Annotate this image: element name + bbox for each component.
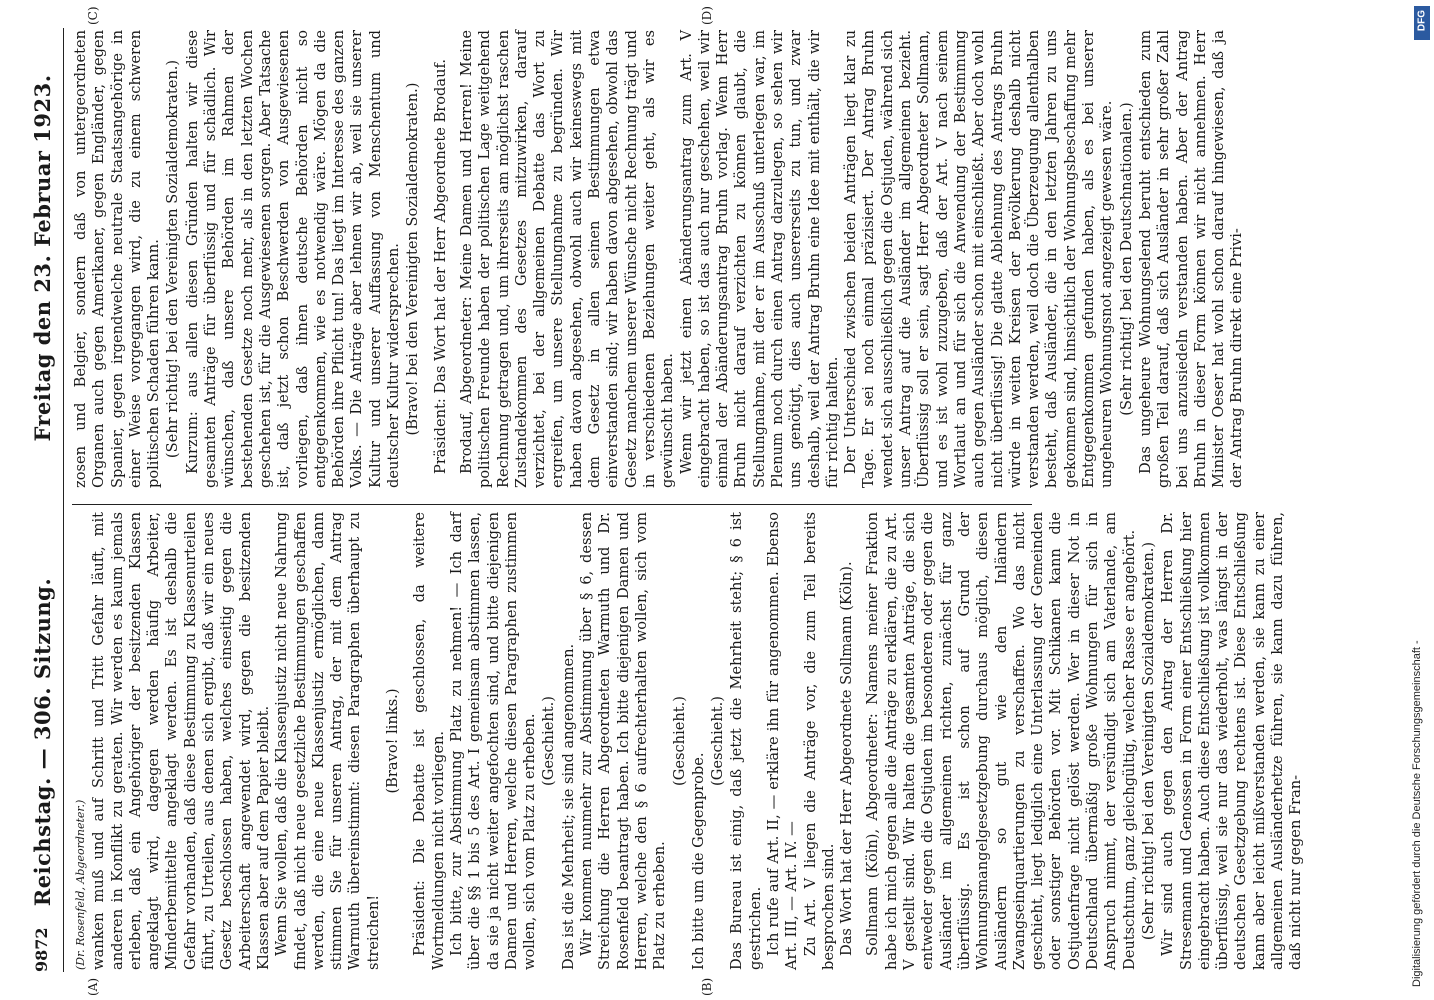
interjection: (Sehr richtig! bei den Vereinigten Sozialdemokraten.) xyxy=(164,59,182,459)
paragraph: Wenn wir jetzt einen Abänderungsantrag zum Art. V eingebracht haben, so ist das auch nur geschehen, weil wir einmal der Abänderungsantrag Bruhn vorlag. Wenn Herr Bruhn nicht darauf verzichten zu können glaubt, die Stellungnahme, mit der er im Ausschuß unterlegen war, im Plenum noch durch einen Antrag darzulegen, so sehen wir uns genötigt, dies auch unsererseits zu tun, und zwar deshalb, weil der Antrag Bruhn eine Idee mit enthält, die wir für richtig halten. xyxy=(677,30,841,488)
text-column-left xyxy=(72,512,1305,970)
page-number: 9872 xyxy=(32,927,51,972)
speaker-continuation: (Dr. Rosenfeld, Abgeordneter.) xyxy=(74,799,87,970)
interjection: (Geschieht.) xyxy=(670,696,688,786)
paragraph: Der Unterschied zwischen beiden Anträgen liegt klar zu Tage. Er sei noch einmal präzisiert. Der Antrag Bruhn wendet sich ausschließlich gegen die Ostjuden, während sich unser Antrag auf die Ausländer im allgemeinen bezieht. Überflüssig soll er sein, sagt Herr Abgeordneter Sollmann, und es ist wohl zuzugeben, daß der Art. V nach seinem Wortlaut an und für sich die Anwendung der Bestimmung auch gegen Ausländer schon mit einschließt. Aber doch wohl nicht überflüssig! Die glatte Ablehnung des Antrags Bruhn würde in weiten Kreisen der Bevölkerung deshalb nicht verstanden werden, weil doch die Überzeugung allenthalben besteht, daß Ausländer, die in den letzten Jahren zu uns gekommen sind, hinsichtlich der Wohnungsbeschaffung mehr Entgegenkommen gefunden haben, als es bei unserer ungeheuren Wohnungsnot angezeigt gewesen wäre. xyxy=(842,30,1116,488)
interjection: (Bravo! links.) xyxy=(384,688,402,794)
dfg-logo-text: DFG xyxy=(1416,9,1428,32)
margin-marker-d: (D) xyxy=(700,6,714,25)
paragraph: Präsident: Das Wort hat der Herr Abgeordnete Brodauf. xyxy=(431,59,449,474)
paragraph: Ich bitte um die Gegenprobe. xyxy=(689,752,707,970)
left-header xyxy=(24,512,58,972)
paragraph: Das ungeheure Wohnungselend beruht entschieden zum großen Teil darauf, daß sich Ausländer in sehr großer Zahl bei uns anzusiedeln verstanden haben. Aber der Antrag Bruhn in dieser Form können wir nicht annehmen. Herr Minister Oeser hat wohl schon darauf hingewiesen, daß ja der Antrag Bruhn direkt eine Privi- xyxy=(1136,30,1246,488)
digitization-credit xyxy=(1395,0,1429,1000)
credit-text: Digitalisierung gefördert durch die Deutsche Forschungsgemeinschaft - xyxy=(1411,640,1423,987)
right-header xyxy=(24,28,58,488)
dfg-logo xyxy=(1414,6,1430,40)
paragraph: Brodauf, Abgeordneter: Meine Damen und Herren! Meine politischen Freunde haben der politischen Lage weitgehend Rechnung getragen und, um ihrerseits am möglichst raschen Zustandekommen des Gesetzes mitzuwirken, darauf verzichtet, bei der allgemeinen Debatte das Wort zu ergreifen, um unsere Stellungnahme zu begründen. Wir haben davon abgesehen, obwohl auch wir keineswegs mit dem Gesetz in allen seinen Bestimmungen etwa einverstanden sind; wir haben davon abgesehen, obwohl das Gesetz manchem unserer Wünsche nicht Rechnung trägt und in verschiedenen Beziehungen weiter geht, als wir es gewünscht haben. xyxy=(457,30,677,488)
paragraph: Zu Art. V liegen die Anträge vor, die zum Teil bereits besprochen sind. xyxy=(801,512,837,970)
interjection: (Sehr richtig! bei den Vereinigten Sozialdemokraten.) xyxy=(1139,541,1157,941)
column-divider xyxy=(72,504,1032,505)
paragraph: zosen und Belgier, sondern daß von untergeordneten Organen auch gegen Amerikaner, gegen Engländer, gegen Spanier, gegen irgendwelche neutrale Staatsangehörige in einer Weise vorgegangen wird, die zu einem schweren politischen Schaden führen kann. xyxy=(72,30,163,488)
paragraph: wanken muß und auf Schritt und Tritt Gefahr läuft, mit anderen in Konflikt zu geraten. Wir werden es kaum jemals erleben, daß ein Angehöriger der besitzenden Klassen angeklagt wird, dagegen werden häufig Arbeiter, Minderbemittelte angeklagt werden. Es ist deshalb die Gefahr vorhanden, daß diese Bestimmung zu Klassenurteilen führt, zu Urteilen, aus denen sich ergibt, daß wir ein neues Gesetz beschlossen haben, welches einseitig gegen die Arbeiterschaft angewendet wird, gegen die besitzenden Klassen aber auf dem Papier bleibt. xyxy=(90,512,272,970)
paragraph: Präsident: Die Debatte ist geschlossen, da weitere Wortmeldungen nicht vorliegen. xyxy=(411,512,447,970)
paragraph: Das Wort hat der Herr Abgeordnete Sollmann (Köln). xyxy=(838,561,856,956)
paragraph: Wir sind auch gegen den Antrag der Herren Dr. Stresemann und Genossen in Form einer Entschließung hier eingebracht haben. Auch diese Entschließung ist vollkommen überflüssig, weil sie nur das wiederholt, was längst in der deutschen Gesetzgebung rechtens ist. Diese Entschließung kann aber leicht mißverstanden werden, sie kann zu einer allgemeinen Ausländerhetze führen, sie kann dazu führen, daß nicht nur gegen Fran- xyxy=(1159,512,1305,970)
paragraph: Wir kommen nunmehr zur Abstimmung über § 6, dessen Streichung die Herren Abgeordneten Warmuth und Dr. Rosenfeld beantragt haben. Ich bitte diejenigen Damen und Herren, welche den § 6 aufrechterhalten wollen, sich vom Platz zu erheben. xyxy=(578,512,669,970)
interjection: (Sehr richtig! bei den Deutschnationalen.) xyxy=(1117,102,1135,416)
paragraph: Sollmann (Köln), Abgeordneter: Namens meiner Fraktion habe ich mich gegen alle die Anträge zu erklären, die zu Art. V gestellt sind. Wir halten die gesamten Anträge, die sich entweder gegen die Ostjuden im besonderen oder gegen die Ausländer im allgemeinen richten, zunächst für ganz überflüssig. Es ist schon auf Grund der Wohnungsmangelgesetzgebung durchaus möglich, diesen Ausländern so gut wie den Inländern Zwangseinquartierungen zu verschaffen. Wo das nicht geschieht, liegt lediglich eine Unterlassung der Gemeinden oder sonstiger Behörden vor. Mit Schikanen kann die Ostjudenfrage nicht gelöst werden. Wer in dieser Not in Deutschland übermäßig große Wohnungen für sich in Anspruch nimmt, der versündigt sich am Vaterlande, am Deutschtum, ganz gleichgültig, welcher Rasse er angehört. xyxy=(864,512,1138,970)
margin-marker-a: (A) xyxy=(86,977,100,996)
interjection: (Geschieht.) xyxy=(540,696,558,786)
margin-marker-c: (C) xyxy=(86,6,100,25)
interjection: (Bravo! bei den Vereinigten Sozialdemokraten.) xyxy=(404,82,422,436)
paragraph: Ich bitte, zur Abstimmung Platz zu nehmen! — Ich darf über die §§ 1 bis 5 des Art. I gemeinsam abstimmen lassen, da sie ja nicht weiter angefochten sind, und bitte diejenigen Damen und Herren, welche diesen Paragraphen zustimmen wollen, sich vom Platz zu erheben. xyxy=(447,512,539,970)
paragraph: Wenn Sie wollen, daß die Klassenjustiz nicht neue Nahrung findet, daß nicht neue gesetzliche Bestimmungen geschaffen werden, die eine neue Klassenjustiz ermöglichen, dann stimmen Sie für unseren Antrag, der mit dem Antrag Warmuth übereinstimmt: diesen Paragraphen überhaupt zu streichen! xyxy=(273,512,382,970)
text-column-right xyxy=(72,30,1246,488)
paragraph: Ich rufe auf Art. II, — erkläre ihn für angenommen. Ebenso Art. III, — Art. IV. — xyxy=(764,512,801,970)
paragraph: Das Bureau ist einig, daß jetzt die Mehrheit steht; § 6 ist gestrichen. xyxy=(728,512,764,970)
margin-marker-b: (B) xyxy=(700,977,714,996)
paragraph: Das ist die Mehrheit; sie sind angenommen. xyxy=(559,643,577,970)
left-header-title: Reichstag. — 306. Sitzung. xyxy=(30,577,55,907)
paragraph: Kurzum: aus allen diesen Gründen halten wir diese gesamten Anträge für überflüssig und für schädlich. Wir wünschen, daß unsere Behörden im Rahmen der bestehenden Gesetze noch mehr, als in den letzten Wochen geschehen ist, für die Ausgewiesenen sorgen. Aber Tatsache ist, daß jetzt schon Beschwerden von Ausgewiesenen vorliegen, daß ihnen deutsche Behörden nicht so entgegenkommen, wie es notwendig wäre. Mögen da die Behörden ihre Pflicht tun! Das liegt im Interesse des ganzen Volks. — Die Anträge aber lehnen wir ab, weil sie unserer Kultur und unserer Auffassung von Menschentum und deutscher Kultur widersprechen. xyxy=(183,30,403,488)
interjection: (Geschieht.) xyxy=(709,696,727,786)
right-header-title: Freitag den 23. Februar 1923. xyxy=(30,74,55,442)
header-rule xyxy=(63,28,64,972)
